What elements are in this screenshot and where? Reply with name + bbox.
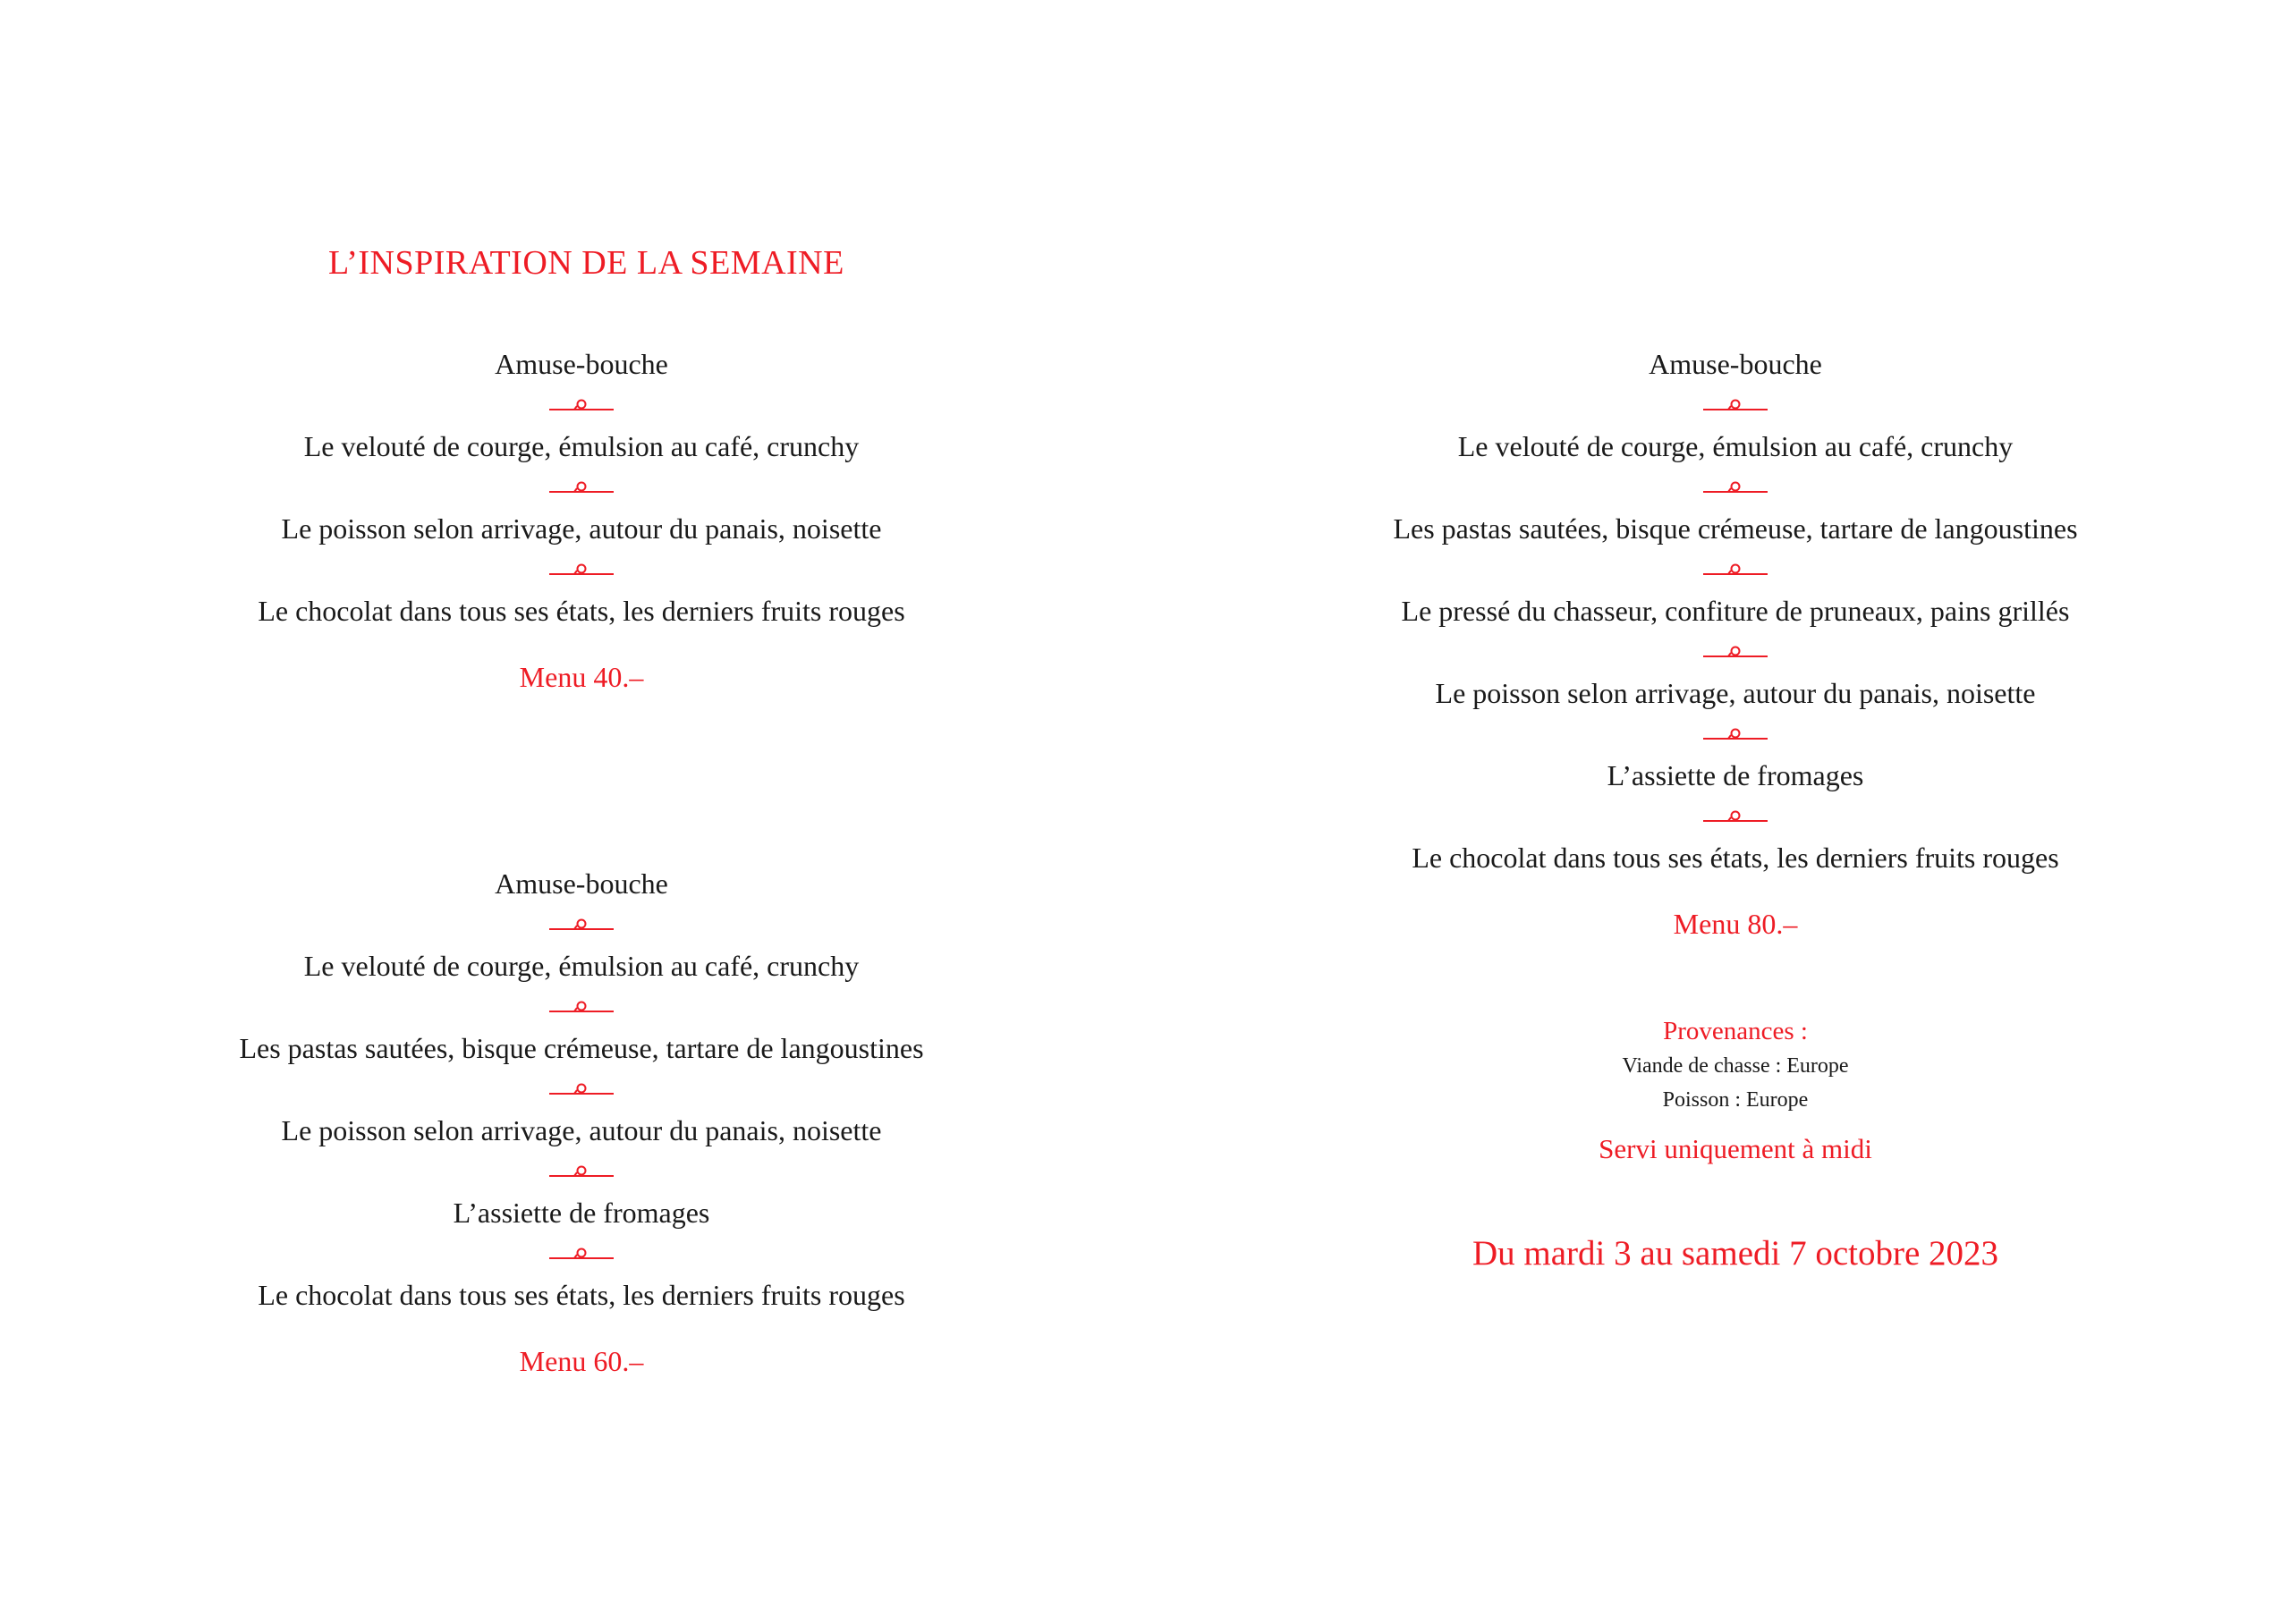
- date-range: Du mardi 3 au samedi 7 octobre 2023: [1472, 1234, 1999, 1273]
- ornament-divider-icon: [549, 384, 614, 427]
- dish-item: Le chocolat dans tous ses états, les derniers fruits rouges: [1412, 842, 2059, 874]
- dish-item: Les pastas sautées, bisque crémeuse, tartare de langoustines: [239, 1032, 924, 1064]
- ornament-divider-icon: [1703, 548, 1768, 591]
- provenances-title: Provenances :: [1663, 1017, 1808, 1045]
- menu-40-section: [89, 344, 1073, 697]
- dish-item: Le poisson selon arrivage, autour du panais, noisette: [1435, 677, 2036, 709]
- dish-item: Amuse-bouche: [495, 348, 668, 380]
- dish-item: Le velouté de courge, émulsion au café, crunchy: [303, 430, 860, 462]
- menu-40-price: Menu 40.–: [519, 661, 644, 693]
- menu-40-dishes: [258, 344, 904, 630]
- ornament-divider-icon: [549, 466, 614, 509]
- dish-item: Le chocolat dans tous ses états, les derniers fruits rouges: [258, 595, 905, 627]
- dish-item: Le poisson selon arrivage, autour du panais, noisette: [281, 512, 882, 545]
- provenance-game: Viande de chasse : Europe: [1622, 1054, 1849, 1078]
- ornament-divider-icon: [549, 903, 614, 946]
- ornament-divider-icon: [549, 548, 614, 591]
- ornament-divider-icon: [549, 1068, 614, 1111]
- dish-item: Le velouté de courge, émulsion au café, crunchy: [303, 950, 860, 982]
- dish-item: Amuse-bouche: [1649, 348, 1822, 380]
- ornament-divider-icon: [1703, 384, 1768, 427]
- dish-item: Le velouté de courge, émulsion au café, crunchy: [1457, 430, 2014, 462]
- menu-60-dishes: [239, 864, 923, 1315]
- ornament-divider-icon: [549, 985, 614, 1028]
- ornament-divider-icon: [1703, 466, 1768, 509]
- provenances-block: [1622, 1013, 1848, 1117]
- ornament-divider-icon: [1703, 795, 1768, 838]
- served-note: Servi uniquement à midi: [1599, 1133, 1872, 1164]
- menu-60-section: [89, 864, 1073, 1381]
- dish-item: Le chocolat dans tous ses états, les derniers fruits rouges: [258, 1279, 905, 1311]
- dish-item: Le pressé du chasseur, confiture de pruneaux, pains grillés: [1401, 595, 2070, 627]
- dish-item: Le poisson selon arrivage, autour du panais, noisette: [281, 1114, 882, 1146]
- dish-item: L’assiette de fromages: [453, 1197, 710, 1229]
- menu-80-price: Menu 80.–: [1673, 908, 1798, 940]
- dish-item: Amuse-bouche: [495, 867, 668, 900]
- ornament-divider-icon: [1703, 713, 1768, 756]
- page-title: L’INSPIRATION DE LA SEMAINE: [328, 244, 844, 282]
- menu-80-section: [1243, 344, 2227, 1276]
- ornament-divider-icon: [1703, 630, 1768, 673]
- menu-60-price: Menu 60.–: [519, 1345, 644, 1377]
- menu-80-dishes: [1393, 344, 2077, 877]
- ornament-divider-icon: [549, 1150, 614, 1193]
- dish-item: Les pastas sautées, bisque crémeuse, tartare de langoustines: [1393, 512, 2078, 545]
- ornament-divider-icon: [549, 1232, 614, 1275]
- dish-item: L’assiette de fromages: [1607, 759, 1864, 791]
- provenance-fish: Poisson : Europe: [1662, 1088, 1809, 1112]
